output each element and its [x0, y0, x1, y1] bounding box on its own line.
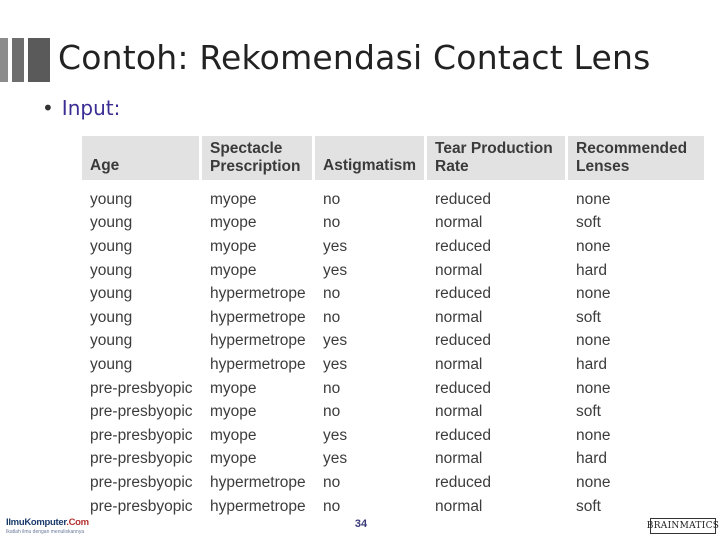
column-header: Spectacle Prescription	[202, 136, 315, 180]
table-cell: normal	[427, 259, 568, 283]
table-cell: soft	[576, 214, 601, 232]
table-cell: no	[315, 471, 427, 495]
table-cell: reduced	[427, 235, 568, 259]
table-row	[82, 377, 704, 401]
column-header: Recommended Lenses	[568, 136, 704, 180]
contact-lens-table-wrapper	[82, 136, 704, 518]
table-row	[82, 448, 704, 472]
table-cell: reduced	[427, 330, 568, 354]
table-row	[82, 212, 704, 236]
table-cell: myope	[202, 180, 315, 212]
table-cell: reduced	[427, 424, 568, 448]
table-cell: normal	[427, 400, 568, 424]
page-number: 34	[354, 518, 368, 530]
table-cell: young	[82, 330, 202, 354]
table-cell: pre-presbyopic	[82, 495, 202, 518]
table-cell: hypermetrope	[202, 282, 315, 306]
table-cell: yes	[315, 235, 427, 259]
table-cell: reduced	[427, 282, 568, 306]
table-cell: pre-presbyopic	[82, 400, 202, 424]
table-row	[82, 259, 704, 283]
table-cell: yes	[315, 259, 427, 283]
table-cell: yes	[315, 424, 427, 448]
table-row	[82, 235, 704, 259]
table-cell: normal	[427, 353, 568, 377]
table-cell: yes	[315, 330, 427, 354]
table-cell: none	[576, 473, 611, 491]
table-row	[82, 282, 704, 306]
table-cell: myope	[202, 212, 315, 236]
table-body	[82, 180, 704, 518]
table-cell: no	[315, 212, 427, 236]
slide-title: Contoh: Rekomendasi Contact Lens	[58, 38, 651, 77]
table-cell: young	[82, 353, 202, 377]
table-row	[82, 400, 704, 424]
column-header: Tear Production Rate	[427, 136, 568, 180]
brainmatics-logo: BRAINMATICS	[650, 518, 716, 534]
table-cell: none	[576, 332, 611, 350]
table-cell: no	[315, 377, 427, 401]
table-cell: pre-presbyopic	[82, 424, 202, 448]
table-cell: normal	[427, 448, 568, 472]
table-row	[82, 424, 704, 448]
table-row	[82, 495, 704, 518]
table-row	[82, 471, 704, 495]
table-cell: normal	[427, 495, 568, 518]
table-cell: pre-presbyopic	[82, 448, 202, 472]
table-cell: hypermetrope	[202, 495, 315, 518]
table-cell: young	[82, 180, 202, 212]
table-row	[82, 180, 704, 212]
table-cell: none	[576, 379, 611, 397]
title-bar-3	[28, 38, 50, 82]
table-cell: pre-presbyopic	[82, 471, 202, 495]
table-row	[82, 330, 704, 354]
table-cell: hypermetrope	[202, 330, 315, 354]
table-cell: hypermetrope	[202, 353, 315, 377]
table-cell: hard	[576, 355, 608, 373]
table-cell: soft	[576, 403, 601, 421]
contact-lens-table	[82, 136, 704, 518]
table-cell: no	[315, 495, 427, 518]
table-cell: myope	[202, 259, 315, 283]
table-cell: soft	[576, 308, 601, 326]
table-cell: no	[315, 306, 427, 330]
table-cell: normal	[427, 212, 568, 236]
table-cell: none	[576, 426, 611, 444]
table-cell: myope	[202, 377, 315, 401]
table-cell: hypermetrope	[202, 471, 315, 495]
logo-name	[6, 517, 89, 528]
table-cell: none	[576, 237, 611, 255]
table-cell: no	[315, 400, 427, 424]
bullet-item	[42, 96, 120, 120]
table-row	[82, 306, 704, 330]
table-cell: reduced	[427, 180, 568, 212]
table-row	[82, 353, 704, 377]
table-cell: normal	[427, 306, 568, 330]
table-cell: myope	[202, 400, 315, 424]
table-cell: hypermetrope	[202, 306, 315, 330]
table-cell: reduced	[427, 471, 568, 495]
table-cell: hard	[576, 450, 608, 468]
title-bar-2	[12, 38, 24, 82]
table-cell: yes	[315, 448, 427, 472]
table-cell: pre-presbyopic	[82, 377, 202, 401]
title-bar-1	[0, 38, 8, 82]
bullet-text: Input:	[61, 96, 121, 120]
logo-name-suffix: .Com	[66, 517, 89, 528]
ilmukomputer-logo	[6, 517, 89, 537]
bullet-dot-icon: •	[42, 96, 54, 120]
table-cell: yes	[315, 353, 427, 377]
logo-tagline: Ikatlah ilmu dengan menuliskannya	[6, 529, 85, 535]
table-cell: young	[82, 212, 202, 236]
title-decoration-bars	[0, 38, 56, 82]
table-cell: soft	[576, 497, 601, 515]
column-header: Astigmatism	[315, 136, 427, 180]
table-cell: hard	[576, 261, 608, 279]
table-cell: reduced	[427, 377, 568, 401]
table-cell: no	[315, 180, 427, 212]
table-header-row	[82, 136, 704, 180]
table-cell: myope	[202, 424, 315, 448]
column-header: Age	[82, 136, 202, 180]
table-cell: none	[576, 285, 611, 303]
table-cell: none	[576, 190, 611, 208]
table-cell: young	[82, 282, 202, 306]
table-cell: myope	[202, 235, 315, 259]
table-cell: young	[82, 235, 202, 259]
logo-name-main: IlmuKomputer	[6, 517, 67, 528]
table-cell: myope	[202, 448, 315, 472]
table-cell: no	[315, 282, 427, 306]
table-cell: young	[82, 306, 202, 330]
table-cell: young	[82, 259, 202, 283]
